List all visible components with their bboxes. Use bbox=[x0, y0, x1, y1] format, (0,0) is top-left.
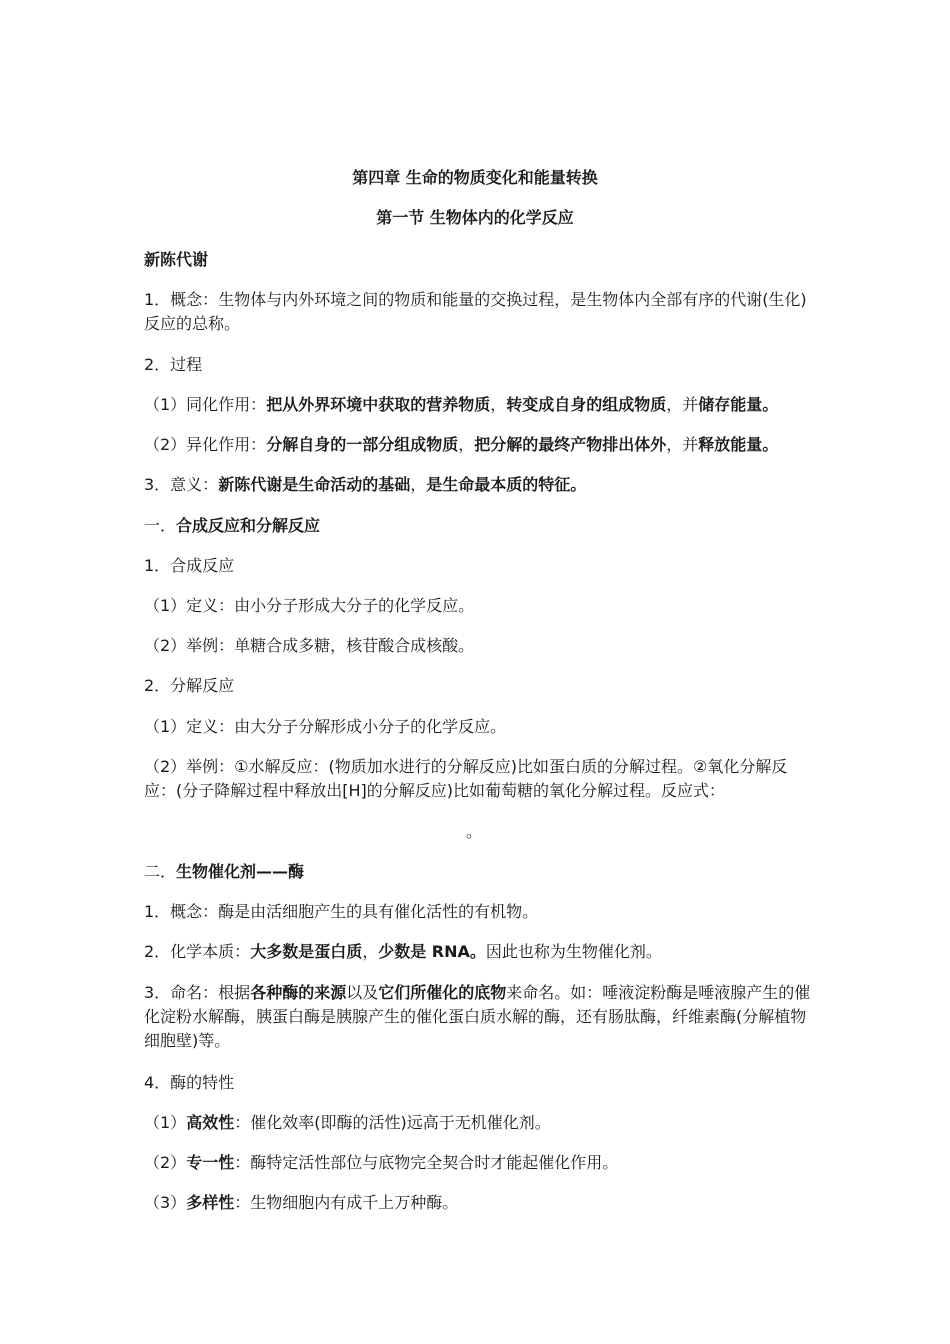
decomposition-definition: （1）定义：由大分子分解形成小分子的化学反应。 bbox=[144, 717, 507, 736]
decomposition-example: （2）举例：①水解反应：(物质加水进行的分解反应)比如蛋白质的分解过程。②氧化分解反应：(分子降解过程中释放出[H]的分解反应)比如葡萄糖的氧化分解过程。反应式： bbox=[144, 757, 788, 800]
synthesis-example: （2）举例：单糖合成多糖，核苷酸合成核酸。 bbox=[144, 636, 475, 655]
part2-heading: 二．生物催化剂——酶 bbox=[144, 862, 305, 881]
section-title: 第一节 生物体内的化学反应 bbox=[376, 208, 574, 227]
process-label: 2．过程 bbox=[144, 355, 203, 374]
decomposition-label: 2．分解反应 bbox=[144, 676, 235, 695]
chapter-title: 第四章 生命的物质变化和能量转换 bbox=[352, 168, 598, 187]
property-efficiency: （1）高效性：催化效率(即酶的活性)远高于无机催化剂。 bbox=[144, 1113, 551, 1132]
enzyme-properties-label: 4．酶的特性 bbox=[144, 1073, 235, 1092]
enzyme-naming: 3．命名：根据各种酶的来源以及它们所催化的底物来命名。如：唾液淀粉酶是唾液腺产生的催化淀粉水解酶，胰蛋白酶是胰腺产生的催化蛋白质水解的酶，还有肠肽酶，纤维素酶(分解植物细胞壁)等。 bbox=[144, 983, 811, 1050]
property-specificity: （2）专一性：酶特定活性部位与底物完全契合时才能起催化作用。 bbox=[144, 1153, 619, 1172]
enzyme-nature: 2．化学本质：大多数是蛋白质，少数是 RNA。因此也称为生物催化剂。 bbox=[144, 942, 662, 961]
synthesis-label: 1．合成反应 bbox=[144, 556, 235, 575]
metabolism-heading: 新陈代谢 bbox=[144, 250, 209, 269]
property-diversity: （3）多样性：生物细胞内有成千上万种酶。 bbox=[144, 1193, 459, 1212]
anabolism-line: （1）同化作用：把从外界环境中获取的营养物质，转变成自身的组成物质，并储存能量。 bbox=[144, 395, 779, 414]
part1-heading: 一．合成反应和分解反应 bbox=[144, 516, 321, 535]
synthesis-definition: （1）定义：由小分子形成大分子的化学反应。 bbox=[144, 596, 475, 615]
metabolism-concept: 1．概念：生物体与内外环境之间的物质和能量的交换过程，是生物体内全部有序的代谢(生化)反应的总称。 bbox=[144, 290, 807, 333]
formula-end-mark: 。 bbox=[466, 822, 483, 841]
significance-line: 3．意义：新陈代谢是生命活动的基础，是生命最本质的特征。 bbox=[144, 475, 587, 494]
catabolism-line: （2）异化作用：分解自身的一部分组成物质，把分解的最终产物排出体外，并释放能量。 bbox=[144, 435, 779, 454]
enzyme-concept: 1．概念：酶是由活细胞产生的具有催化活性的有机物。 bbox=[144, 902, 539, 921]
